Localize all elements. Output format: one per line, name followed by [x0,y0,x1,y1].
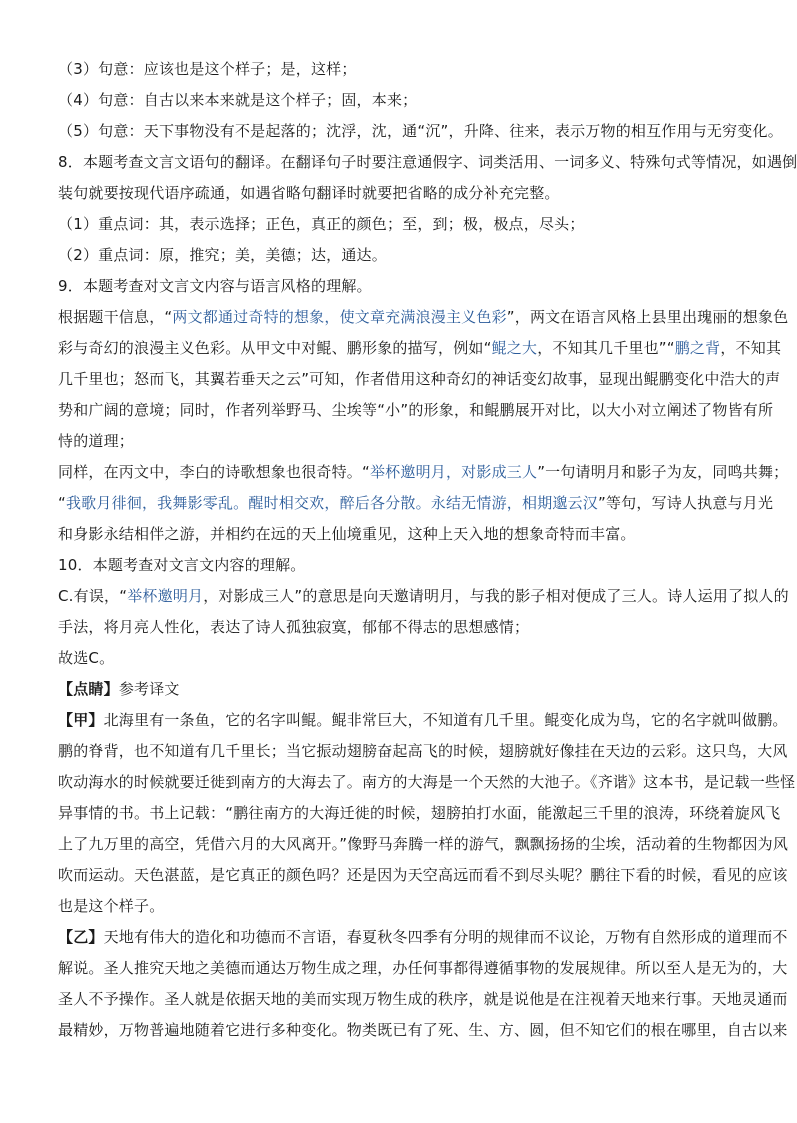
text-segment: 故选C。 [58,649,115,667]
text-line [58,835,789,866]
text-line [58,866,788,897]
text-segment: 【乙】 [58,928,104,946]
text-segment: 和身影永结相伴之游，并相约在远的天上仙境重见，这种上天入地的想象奇特而丰富。 [58,525,636,543]
text-line [58,122,783,153]
text-line [58,370,781,401]
text-line [58,60,738,91]
text-segment: 天地有伟大的造化和功德而不言语，春夏秋冬四季有分明的规律而不议论，万物有自然形成的道理而不 [103,928,788,946]
text-segment: 上了九万里的高空，凭借六月的大风离开。”像野马奔腾一样的游气，飘飘扬扬的尘埃，活动着的生物都因为风 [58,835,789,853]
text-line [58,463,789,494]
text-segment: 根据题干信息，“ [58,308,173,326]
text-line [58,308,789,339]
text-segment: 9．本题考查对文言文内容与语言风格的理解。 [58,277,372,295]
text-line [58,246,738,277]
text-line [58,215,738,246]
text-segment: 【甲】 [58,711,104,729]
text-line [58,556,738,587]
text-segment: 吹而运动。天色湛蓝，是它真正的颜色吗？还是因为天空高远而看不到尽头呢？鹏往下看的时候，看见的应该 [58,866,788,884]
text-segment: 参考译文 [118,680,180,698]
text-segment: 8．本题考查文言文语句的翻译。在翻译句子时要注意通假字、词类活用、一词多义、特殊句式等情况，如遇倒 [58,153,797,171]
text-line [58,990,788,1021]
text-segment: 彩与奇幻的浪漫主义色彩。从甲文中对鲲、鹏形象的描写，例如“ [58,339,492,357]
text-segment: ”等句，写诗人执意与月光 [598,494,774,512]
text-line [58,432,738,463]
text-segment: 吹动海水的时候就要迁徙到南方的大海去了。南方的大海是一个天然的大池子。《齐谐》这本书，是记载一些怪 [58,773,796,791]
text-line [58,773,796,804]
text-line [58,184,738,215]
text-line [58,401,774,432]
text-segment: 同样，在丙文中，李白的诗歌想象也很奇特。“ [58,463,370,481]
text-line [58,959,788,990]
text-segment: 也是这个样子。 [58,897,165,915]
text-segment: ，不知其几千里也”“ [537,339,675,357]
text-segment: （4）句意：自古以来本来就是这个样子；固，本来； [58,91,418,109]
text-segment: 几千里也；怒而飞，其翼若垂天之云”可知，作者借用这种奇幻的神话变幻故事，显现出鲲鹏变化中浩大的声 [58,370,781,388]
text-line [58,742,788,773]
quoted-text: 举杯邀明月，对影成三人 [369,463,538,481]
text-segment: 鹏的脊背，也不知道有几千里长；当它振动翅膀奋起高飞的时候，翅膀就好像挂在天边的云彩。这只鸟，大风 [58,742,788,760]
text-line [58,587,789,618]
text-segment: ”，两文在语言风格上县里出瑰丽的想象色 [506,308,789,326]
text-segment: （2）重点词：原，推究；美，美德；达，通达。 [58,246,387,264]
text-line [58,680,738,711]
text-segment: 势和广阔的意境；同时，作者列举野马、尘埃等“小”的形象，和鲲鹏展开对比，以大小对立阐述了物皆有所 [58,401,774,419]
text-line [58,1021,788,1052]
text-line [58,525,738,556]
text-segment: 手法，将月亮人性化，表达了诗人孤独寂寞，郁郁不得志的思想感情； [58,618,530,636]
text-segment: 异事情的书。书上记载：“鹏往南方的大海迁徙的时候，翅膀拍打水面，能激起三千里的浪涛，环绕着旋风飞 [58,804,781,822]
text-line [58,649,738,680]
text-segment: 【点睛】 [58,680,119,698]
text-segment: （1）重点词：其，表示选择；正色，真正的颜色；至，到；极，极点，尽头； [58,215,585,233]
text-line [58,494,774,525]
text-segment: （3）句意：应该也是这个样子；是，这样； [58,60,357,78]
text-segment: ，不知其 [720,339,782,357]
text-segment: 最精妙，万物普遍地随着它进行多种变化。物类既已有了死、生、方、圆，但不知它们的根在哪里，自古以来 [58,1021,788,1039]
text-line [58,897,738,928]
text-segment: 恃的道理； [58,432,135,450]
text-segment: 解说。圣人推究天地之美德而通达万物生成之理，办任何事都得遵循事物的发展规律。所以至人是无为的，大 [58,959,788,977]
text-segment: “ [58,494,66,512]
text-segment: 装句就要按现代语序疏通，如遇省略句翻译时就要把省略的成分补充完整。 [58,184,560,202]
quoted-text: 鲲之大 [491,339,538,357]
text-segment: ，对影成三人”的意思是向天邀请明月，与我的影子相对便成了三人。诗人运用了拟人的 [203,587,789,605]
text-line [58,339,782,370]
text-line [58,928,788,959]
quoted-text: 两文都通过奇特的想象，使文章充满浪漫主义色彩 [172,308,507,326]
quoted-text: 举杯邀明月 [127,587,204,605]
text-segment: C.有误，“ [58,587,128,605]
text-line [58,91,738,122]
text-segment: 圣人不予操作。圣人就是依据天地的美而实现万物生成的秩序，就是说他是在注视着天地来行事。天地灵通而 [58,990,788,1008]
text-line [58,618,738,649]
text-segment: ”一句请明月和影子为友，同鸣共舞； [537,463,789,481]
text-line [58,153,797,184]
quoted-text: 鹏之背 [674,339,721,357]
quoted-text: 我歌月徘徊，我舞影零乱。醒时相交欢，醉后各分散。永结无情游，相期邈云汉 [65,494,598,512]
text-line [58,804,781,835]
text-segment: 北海里有一条鱼，它的名字叫鲲。鲲非常巨大，不知道有几千里。鲲变化成为鸟，它的名字就叫做鹏。 [103,711,788,729]
text-segment: （5）句意：天下事物没有不是起落的；沈浮，沈，通“沉”，升降、往来，表示万物的相互作用与无穷变化。 [58,122,783,140]
text-segment: 10．本题考查对文言文内容的理解。 [58,556,306,574]
text-line [58,711,788,742]
text-line [58,277,738,308]
